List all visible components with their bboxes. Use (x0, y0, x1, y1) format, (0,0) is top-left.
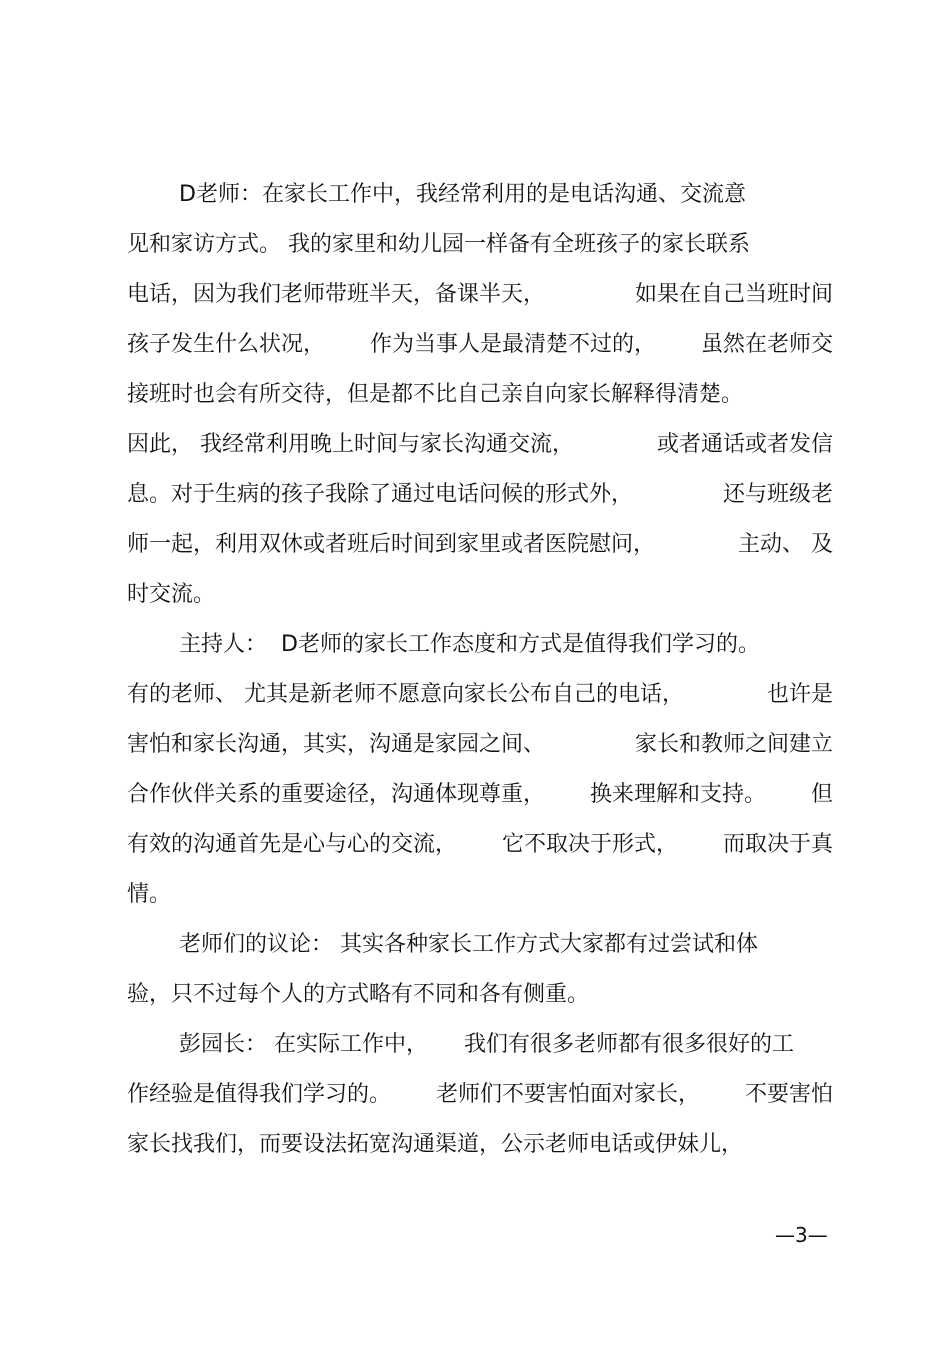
text-segment: 我们有很多老师都有很多很好的工 (463, 1032, 794, 1057)
text-segment: 师一起，利用双休或者班后时间到家里或者医院慰问， (127, 532, 656, 557)
paragraph-director-peng (127, 1020, 833, 1170)
text-segment: 主持人： (179, 632, 268, 657)
text-line (127, 270, 833, 320)
text-line (127, 720, 833, 770)
paragraph-teacher-d (127, 170, 833, 620)
text-line (127, 320, 833, 370)
text-segment: 不要害怕 (744, 1082, 833, 1107)
text-line (127, 420, 833, 470)
text-line (127, 1120, 833, 1170)
text-segment: 有效的沟通首先是心与心的交流， (127, 832, 458, 857)
text-line (127, 820, 833, 870)
text-line (127, 670, 833, 720)
text-line (127, 1070, 833, 1120)
text-segment: 时交流。 (127, 582, 216, 607)
text-line (127, 920, 833, 970)
paragraph-teachers-discussion (127, 920, 833, 1020)
text-segment: 接班时也会有所交待，但是都不比自己亲自向家长解释得清楚。 (127, 382, 744, 407)
text-segment: 但 (810, 782, 833, 807)
text-segment: 验，只不过每个人的方式略有不同和各有侧重。 (127, 982, 590, 1007)
paragraph-host (127, 620, 833, 920)
text-line (127, 770, 833, 820)
text-line (127, 470, 833, 520)
page-number: —3— (775, 1223, 828, 1247)
text-line (127, 570, 833, 620)
body-text (127, 170, 833, 1170)
text-segment: 而取决于真 (722, 832, 833, 857)
text-line (127, 870, 833, 920)
text-segment: 还与班级老 (722, 482, 833, 507)
text-line (127, 170, 833, 220)
text-segment: 电话，因为我们老师带班半天，备课半天， (127, 282, 546, 307)
text-segment: D老师的家长工作态度和方式是值得我们学习的。 (281, 632, 760, 657)
text-segment: 作为当事人是最清楚不过的， (369, 332, 656, 357)
text-segment: 息。对于生病的孩子我除了通过电话问候的形式外， (127, 482, 634, 507)
text-segment: 主动、 及 (738, 532, 833, 557)
text-segment: 彭园长： 在实际工作中， (179, 1032, 428, 1057)
text-segment: 作经验是值得我们学习的。 (127, 1082, 392, 1107)
text-line (127, 1020, 794, 1070)
text-segment: D老师：在家长工作中，我经常利用的是电话沟通、交流意 (179, 182, 746, 207)
text-line (127, 620, 833, 670)
text-segment: 合作伙伴关系的重要途径，沟通体现尊重， (127, 782, 546, 807)
text-segment: 或者通话或者发信 (656, 432, 833, 457)
text-segment: 虽然在老师交 (700, 332, 833, 357)
text-segment: 家长找我们，而要设法拓宽沟通渠道，公示老师电话或伊妹儿， (127, 1132, 744, 1157)
text-segment: 见和家访方式。 我的家里和幼儿园一样备有全班孩子的家长联系 (127, 232, 750, 257)
text-line (127, 370, 833, 420)
text-segment: 孩子发生什么状况， (127, 332, 326, 357)
text-segment: 老师们的议论： 其实各种家长工作方式大家都有过尝试和体 (179, 932, 758, 957)
text-segment: 害怕和家长沟通，其实，沟通是家园之间、 (127, 732, 546, 757)
text-line (127, 520, 833, 570)
text-segment: 家长和教师之间建立 (634, 732, 833, 757)
text-line (127, 970, 833, 1020)
text-line (127, 220, 833, 270)
text-segment: 情。 (127, 882, 172, 907)
text-segment: 因此， 我经常利用晚上时间与家长沟通交流， (127, 432, 574, 457)
text-segment: 如果在自己当班时间 (634, 282, 833, 307)
text-segment: 老师们不要害怕面对家长， (435, 1082, 700, 1107)
text-segment: 它不取决于形式， (501, 832, 678, 857)
text-segment: 也许是 (766, 682, 833, 707)
text-segment: 换来理解和支持。 (589, 782, 766, 807)
text-segment: 有的老师、 尤其是新老师不愿意向家长公布自己的电话， (127, 682, 684, 707)
